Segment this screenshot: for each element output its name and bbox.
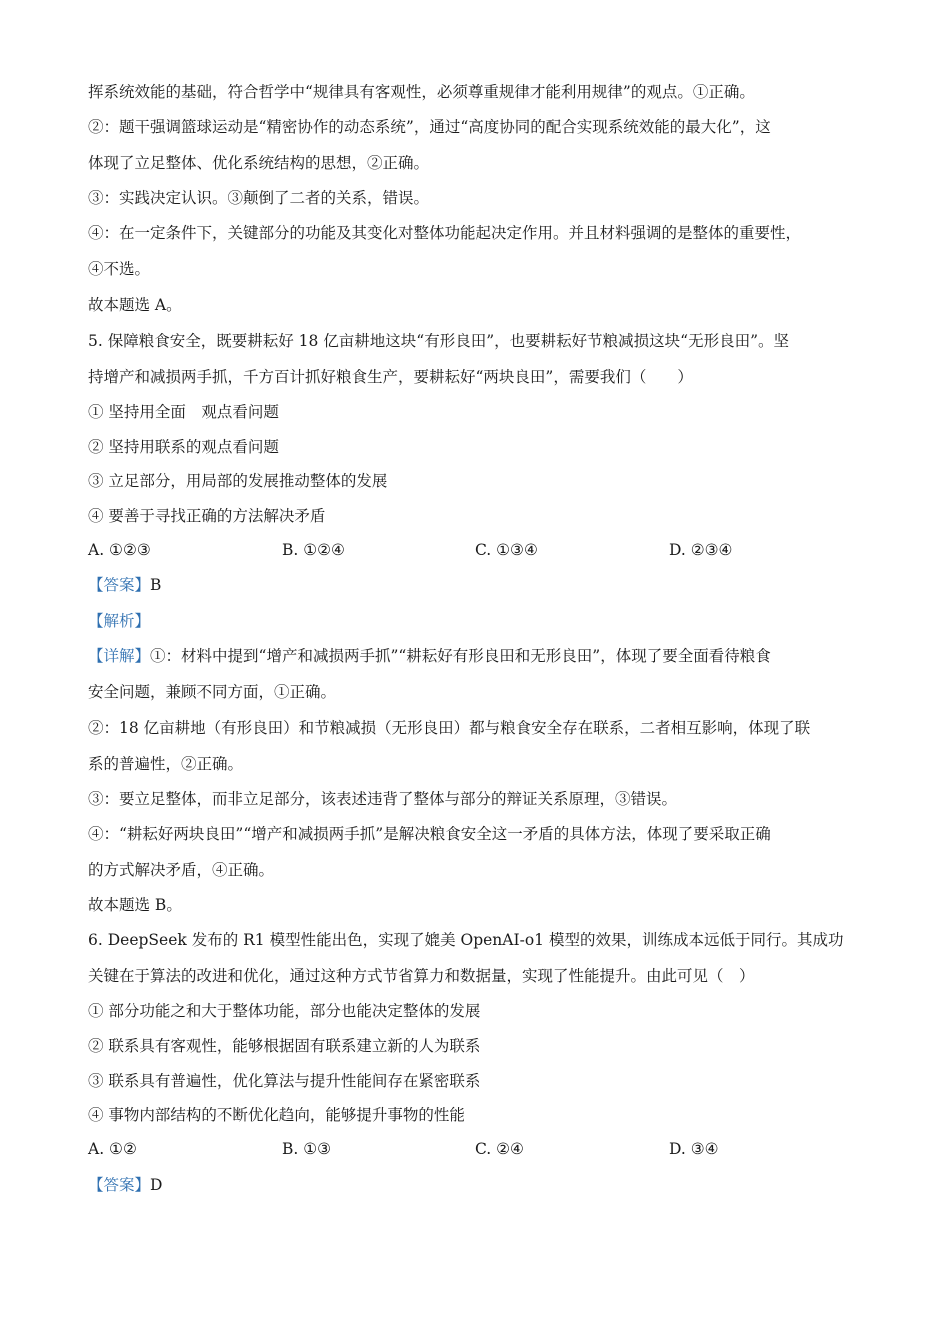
question-6-item: ③ 联系具有普遍性，优化算法与提升性能间存在紧密联系 — [88, 1072, 481, 1090]
q5-answer — [88, 574, 878, 596]
question-5-item: ④ 要善于寻找正确的方法解决矛盾 — [88, 507, 326, 525]
text-line: 体现了立足整体、优化系统结构的思想，②正确。 — [88, 154, 430, 172]
question-5-stem: 5. 保障粮食安全，既要耕耘好 18 亿亩耕地这块“有形良田”，也要耕耘好节粮减损这块“无形良田”。坚 — [88, 332, 789, 350]
question-6-item: ④ 事物内部结构的不断优化趋向，能够提升事物的性能 — [88, 1106, 465, 1124]
text-line: 故本题选 B。 — [88, 896, 182, 914]
question-5-item: ① 坚持用全面 观点看问题 — [88, 403, 279, 421]
detail-tag: 【详解】 — [88, 647, 151, 665]
question-6-stem: 关键在于算法的改进和优化，通过这种方式节省算力和数据量，实现了性能提升。由此可见（ ） — [88, 967, 755, 985]
text-line: ②：18 亿亩耕地（有形良田）和节粮减损（无形良田）都与粮食安全存在联系，二者相互影响，体现了联 — [88, 719, 811, 737]
q5-analysis-heading — [88, 610, 878, 632]
answer-tag: 【答案】 — [88, 1176, 151, 1194]
answer-value: B — [150, 576, 162, 594]
question-6-item: ② 联系具有客观性，能够根据固有联系建立新的人为联系 — [88, 1037, 481, 1055]
text-line: ③：要立足整体，而非立足部分，该表述违背了整体与部分的辩证关系原理，③错误。 — [88, 790, 678, 808]
text-line: 挥系统效能的基础，符合哲学中“规律具有客观性，必须尊重规律才能利用规律”的观点。①正确。 — [88, 83, 755, 101]
question-5-stem: 持增产和减损两手抓，千方百计抓好粮食生产，要耕耘好“两块良田”，需要我们（ ） — [88, 368, 693, 386]
q5-option-a: A. ①②③ — [88, 541, 151, 559]
question-6-stem: 6. DeepSeek 发布的 R1 模型性能出色，实现了媲美 OpenAI-o1 模型的效果，训练成本远低于同行。其成功 — [88, 931, 844, 949]
q6-answer — [88, 1174, 878, 1196]
q6-option-b: B. ①③ — [282, 1140, 332, 1158]
q6-option-c: C. ②④ — [475, 1140, 524, 1158]
q5-option-c: C. ①③④ — [475, 541, 538, 559]
answer-value: D — [150, 1176, 163, 1194]
q6-option-d: D. ③④ — [669, 1140, 719, 1158]
text-line: 的方式解决矛盾，④正确。 — [88, 861, 275, 879]
q6-option-a: A. ①② — [88, 1140, 137, 1158]
text-line: ④不选。 — [88, 260, 151, 278]
q5-detail-line — [88, 645, 878, 667]
q5-option-b: B. ①②④ — [282, 541, 345, 559]
text-line: ④：在一定条件下，关键部分的功能及其变化对整体功能起决定作用。并且材料强调的是整体的重要性， — [88, 224, 802, 242]
q5-option-d: D. ②③④ — [669, 541, 733, 559]
question-5-item: ③ 立足部分，用局部的发展推动整体的发展 — [88, 472, 388, 490]
question-5-item: ② 坚持用联系的观点看问题 — [88, 438, 279, 456]
analysis-tag: 【解析】 — [88, 612, 151, 630]
text-line: ③：实践决定认识。③颠倒了二者的关系，错误。 — [88, 189, 430, 207]
text-line: 故本题选 A。 — [88, 296, 182, 314]
question-6-item: ① 部分功能之和大于整体功能，部分也能决定整体的发展 — [88, 1002, 481, 1020]
text-line: 安全问题，兼顾不同方面，①正确。 — [88, 683, 337, 701]
text-line: ④：“耕耘好两块良田”“增产和减损两手抓”是解决粮食安全这一矛盾的具体方法，体现了要采取正确 — [88, 825, 771, 843]
answer-tag: 【答案】 — [88, 576, 151, 594]
text-line: ②：题干强调篮球运动是“精密协作的动态系统”，通过“高度协同的配合实现系统效能的最大化”，这 — [88, 118, 771, 136]
text-line: 系的普遍性，②正确。 — [88, 755, 244, 773]
detail-text: ①：材料中提到“增产和减损两手抓”“耕耘好有形良田和无形良田”，体现了要全面看待粮食 — [150, 647, 771, 665]
